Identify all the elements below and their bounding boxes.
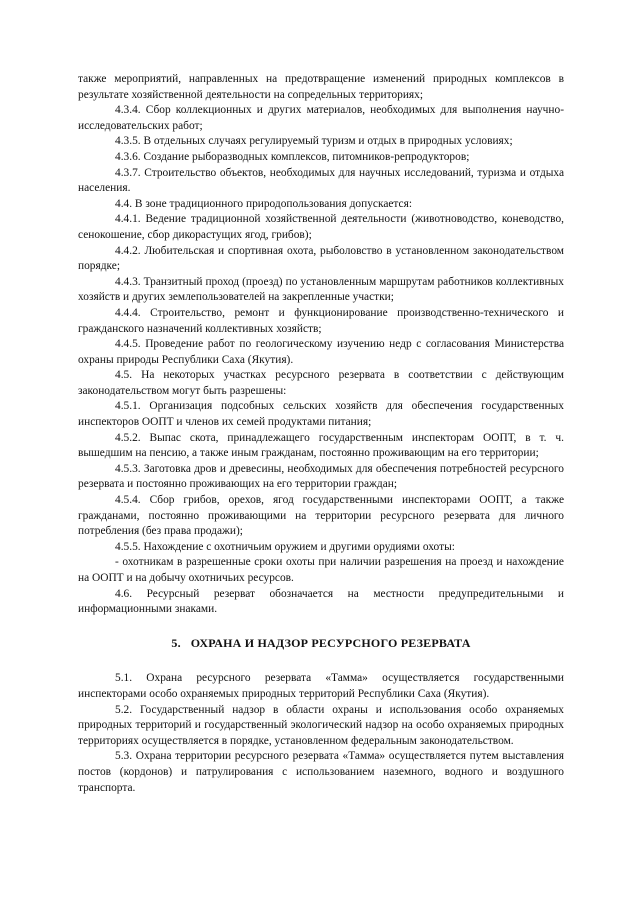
clause-4-3-6: 4.3.6. Создание рыборазводных комплексов, питомников-репродукторов;: [115, 150, 470, 163]
clause-4-5-5: 4.5.5. Нахождение с охотничьим оружием и другими орудиями охоты:: [115, 540, 455, 553]
clause-4-4: 4.4. В зоне традиционного природопользования допускается:: [115, 197, 413, 210]
paragraph-continuation: также мероприятий, направленных на предотвращение изменений природных комплексов в результате хозяйственной деятельности на сопредельных территориях;: [78, 73, 564, 101]
clause-5-2: 5.2. Государственный надзор в области охраны и использования особо охраняемых природных территорий и государственный экологический надзор на особо охраняемых природных территориях осуществляется в порядке, установленном федеральным законодательством.: [78, 703, 564, 747]
section-5-title: ОХРАНА И НАДЗОР РЕСУРСНОГО РЕЗЕРВАТА: [190, 635, 471, 650]
clause-4-5-4: 4.5.4. Сбор грибов, орехов, ягод государственными инспекторами ООПТ, а также гражданами, постоянно проживающими на территории ресурсного резервата для личного потребления (без права продажи);: [78, 494, 564, 538]
clause-4-4-2: 4.4.2. Любительская и спортивная охота, рыболовство в установленном законодательством порядке;: [78, 244, 564, 273]
clause-4-6: 4.6. Ресурсный резерват обозначается на местности предупредительными и информационными знаками.: [78, 587, 564, 616]
clause-4-4-4: 4.4.4. Строительство, ремонт и функционирование производственно-технического и гражданского назначений коллективных хозяйств;: [78, 306, 564, 335]
clause-4-4-3: 4.4.3. Транзитный проход (проезд) по установленным маршрутам работников коллективных хозяйств и других землепользователей на закрепленные участки;: [78, 275, 564, 304]
document-body: [78, 72, 564, 796]
clause-4-5-3: 4.5.3. Заготовка дров и древесины, необходимых для обеспечения потребностей ресурсного резервата и постоянно проживающих на его территории граждан;: [78, 462, 564, 491]
clause-4-3-5: 4.3.5. В отдельных случаях регулируемый туризм и отдых в природных условиях;: [115, 135, 513, 148]
clause-4-3-7: 4.3.7. Строительство объектов, необходимых для научных исследований, туризма и отдыха населения.: [78, 166, 564, 195]
clause-4-4-5: 4.4.5. Проведение работ по геологическому изучению недр с согласования Министерства охраны природы Республики Саха (Якутия).: [78, 338, 564, 366]
clause-5-3: 5.3. Охрана территории ресурсного резервата «Тамма» осуществляется путем выставления постов (кордонов) и патрулирования с использованием наземного, водного и воздушного транспорта.: [78, 750, 564, 794]
clause-4-5-5-item: - охотникам в разрешенные сроки охоты при наличии разрешения на проезд и нахождение на ООПТ и на добычу охотничьих ресурсов.: [78, 556, 564, 584]
clause-4-5-1: 4.5.1. Организация подсобных сельских хозяйств для обеспечения государственных инспекторов ООПТ и членов их семей продуктами питания;: [78, 400, 564, 429]
clause-4-3-4: 4.3.4. Сбор коллекционных и других материалов, необходимых для выполнения научно-исследовательских работ;: [78, 104, 564, 132]
clause-4-4-1: 4.4.1. Ведение традиционной хозяйственной деятельности (животноводство, коневодство, сенокошение, сбор дикорастущих ягод, грибов);: [78, 213, 564, 241]
clause-5-1: 5.1. Охрана ресурсного резервата «Тамма» осуществляется государственными инспекторами особо охраняемых природных территорий Республики Саха (Якутия).: [78, 672, 564, 700]
clause-4-5-2: 4.5.2. Выпас скота, принадлежащего государственным инспекторам ООПТ, в т. ч. вышедшим на пенсию, а также иным гражданам, постоянно проживающим на его территории;: [78, 431, 564, 460]
section-5-number: 5.: [171, 635, 181, 650]
section-5-heading: [78, 636, 564, 652]
clause-4-5: 4.5. На некоторых участках ресурсного резервата в соответствии с действующим законодательством могут быть разрешены:: [78, 369, 564, 397]
